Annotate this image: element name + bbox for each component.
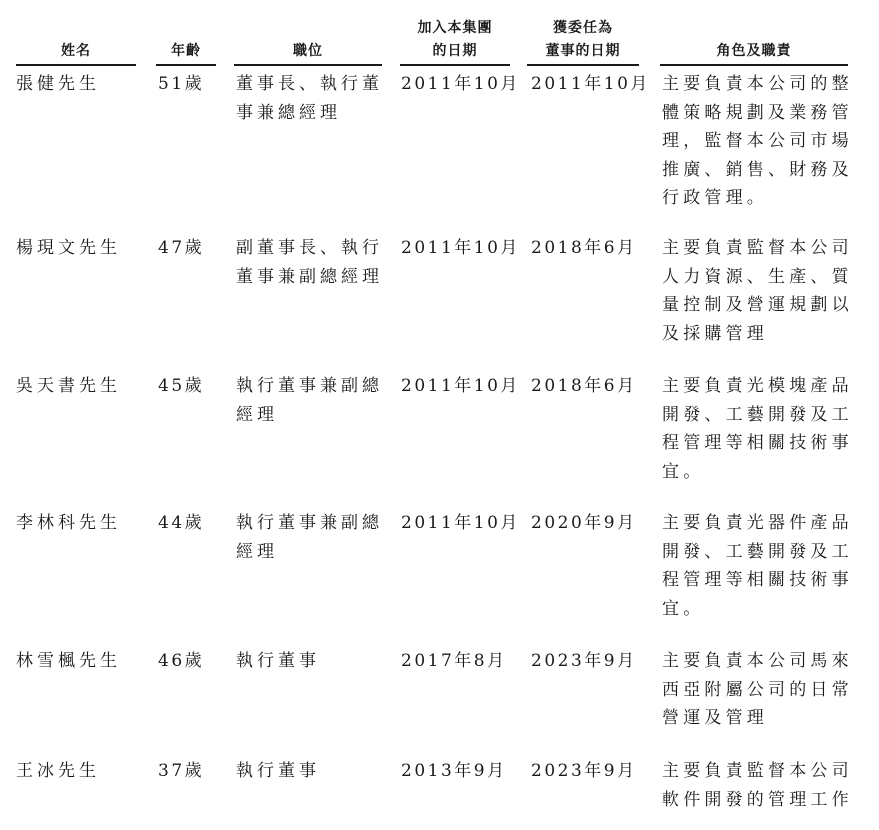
header-rule-join-date: [400, 64, 510, 66]
director-position: 執行董事: [236, 761, 320, 781]
header-name: 姓名: [61, 43, 91, 59]
role-and-responsibilities: 主要負責光模塊產品 開發、工藝開發及工 程管理等相關技術事 宜。: [662, 376, 853, 482]
role-and-responsibilities: 主要負責本公司的整 體策略規劃及業務管 理，監督本公司市場 推廣、銷售、財務及 行政管理。: [662, 74, 853, 208]
header-rule-role: [660, 64, 848, 66]
header-rule-name: [16, 64, 136, 66]
appointment-date: 2023年9月: [531, 651, 637, 671]
join-date: 2011年10月: [401, 238, 520, 258]
header-rule-appoint-date: [527, 64, 639, 66]
director-age: 44歲: [158, 513, 205, 533]
header-join-date: 加入本集團 的日期: [417, 20, 493, 59]
appointment-date: 2020年9月: [531, 513, 637, 533]
header-role: 角色及職責: [716, 43, 792, 59]
role-and-responsibilities: 主要負責光器件產品 開發、工藝開發及工 程管理等相關技術事 宜。: [662, 513, 853, 619]
director-name: 楊現文先生: [16, 238, 121, 258]
join-date: 2011年10月: [401, 74, 520, 94]
director-position: 副董事長、執行 董事兼副總經理: [236, 238, 383, 287]
director-position: 董事長、執行董 事兼總經理: [236, 74, 383, 123]
director-name: 吳天書先生: [16, 376, 121, 396]
director-age: 51歲: [158, 74, 205, 94]
director-position: 執行董事兼副總 經理: [236, 376, 383, 425]
join-date: 2013年9月: [401, 761, 507, 781]
header-age: 年齡: [171, 43, 201, 59]
appointment-date: 2011年10月: [531, 74, 650, 94]
appointment-date: 2018年6月: [531, 238, 637, 258]
director-age: 45歲: [158, 376, 205, 396]
role-and-responsibilities: 主要負責本公司馬來 西亞附屬公司的日常 營運及管理: [662, 651, 853, 728]
join-date: 2011年10月: [401, 376, 520, 396]
appointment-date: 2018年6月: [531, 376, 637, 396]
director-position: 執行董事兼副總 經理: [236, 513, 383, 562]
header-rule-age: [156, 64, 216, 66]
header-position: 職位: [293, 43, 323, 59]
role-and-responsibilities: 主要負責監督本公司 人力資源、生產、質 量控制及營運規劃以 及採購管理: [662, 238, 853, 344]
director-name: 張健先生: [16, 74, 100, 94]
appointment-date: 2023年9月: [531, 761, 637, 781]
director-age: 37歲: [158, 761, 205, 781]
join-date: 2017年8月: [401, 651, 507, 671]
director-name: 王冰先生: [16, 761, 100, 781]
director-position: 執行董事: [236, 651, 320, 671]
header-appoint-date: 獲委任為 董事的日期: [545, 20, 621, 59]
director-age: 47歲: [158, 238, 205, 258]
header-rule-position: [234, 64, 382, 66]
director-name: 李林科先生: [16, 513, 121, 533]
director-name: 林雪楓先生: [16, 651, 121, 671]
director-age: 46歲: [158, 651, 205, 671]
role-and-responsibilities: 主要負責監督本公司 軟件開發的管理工作: [662, 761, 853, 810]
join-date: 2011年10月: [401, 513, 520, 533]
